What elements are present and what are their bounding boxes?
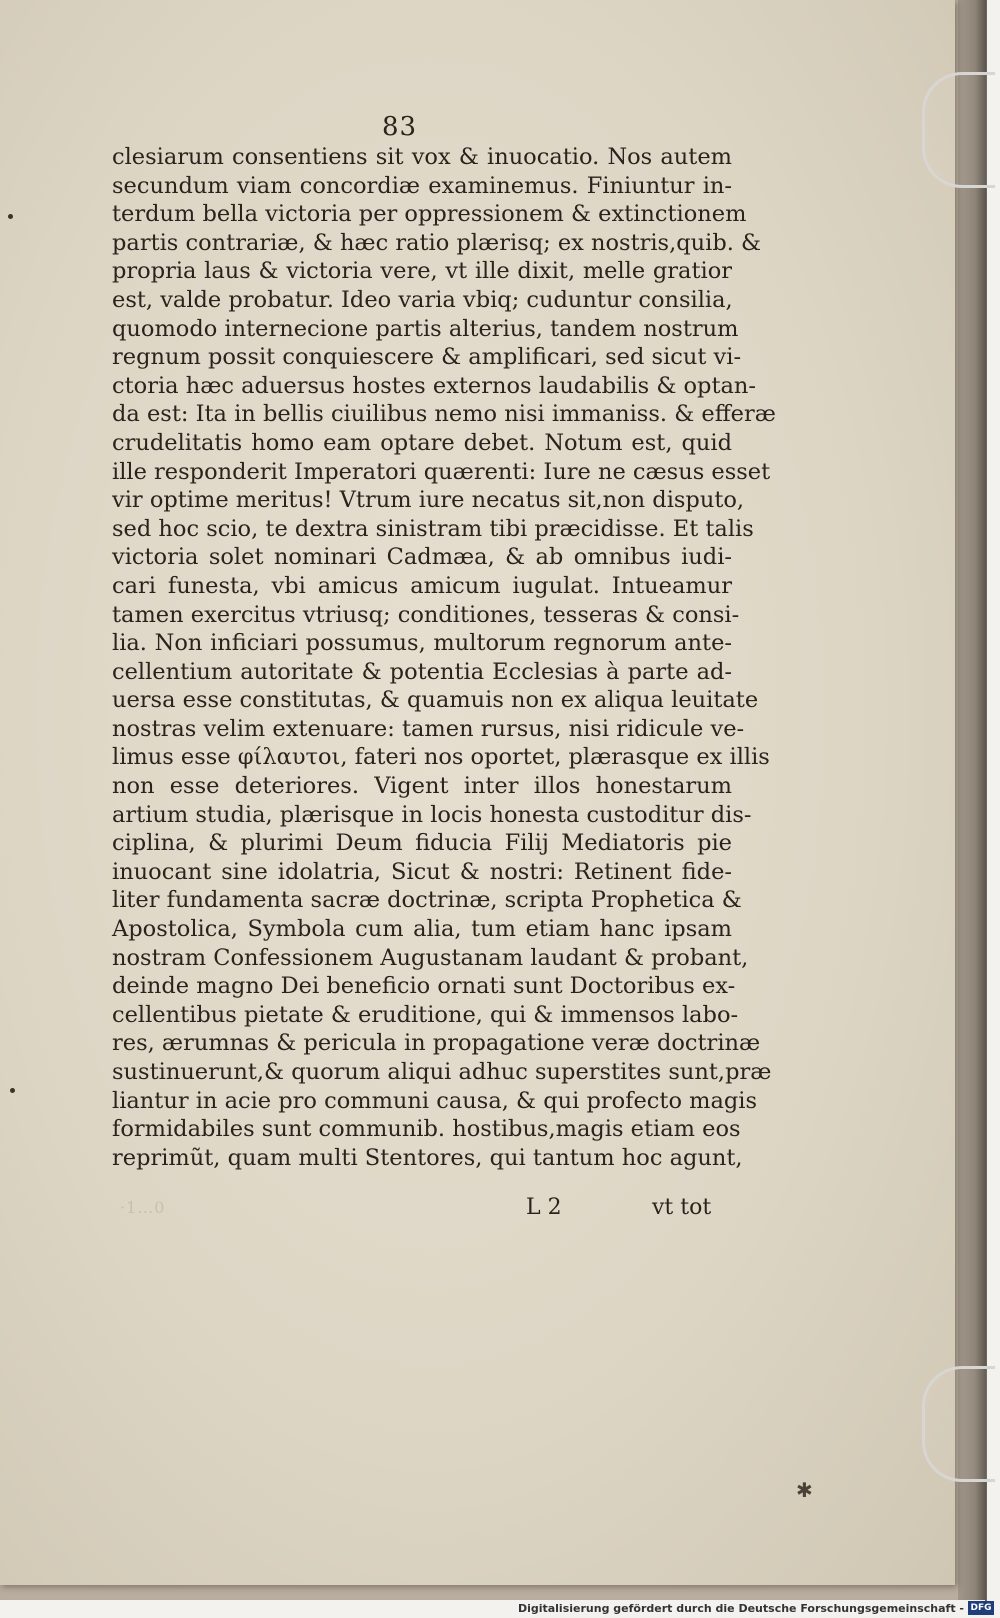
text-line: partis contrariæ, & hæc ratio plærisq; ex nostris,quib. & [112,229,762,256]
text-line: artium studia, plærisque in locis honesta custoditur dis- [112,801,752,828]
text-line: nostram Confessionem Augustanam laudant & probant, [112,944,749,971]
signature-mark: L 2 [526,1195,562,1220]
text-line: terdum bella victoria per oppressionem & extinctionem [112,201,747,228]
text-line: cellentibus pietate & eruditione, qui & immensos labo- [112,1001,739,1028]
text-line: limus esse φίλαυτοι, fateri nos oportet, plærasque ex illis [112,744,770,771]
text-line: res, ærumnas & pericula in propagatione veræ doctrinæ [112,1030,761,1057]
text-line: ciplina, & plurimi Deum fiducia Filij Mediatoris pie [112,830,732,857]
text-line: uersa esse constitutas, & quamuis non ex aliqua leuitate [112,687,759,714]
text-line: sustinuerunt,& quorum aliqui adhuc superstites sunt,præ [112,1059,772,1085]
ornament-icon: ✱ [796,1478,813,1502]
text-line: est, valde probatur. Ideo varia vbiq; cuduntur consilia, [112,286,733,313]
text-line: liter fundamenta sacræ doctrinæ, scripta Prophetica & [112,887,742,914]
text-line: liantur in acie pro communi causa, & qui profecto magis [112,1087,758,1114]
text-line: Apostolica, Symbola cum alia, tum etiam hanc ipsam [112,916,732,943]
text-line: quomodo internecione partis alterius, tandem nostrum [112,315,739,342]
text-line: ille responderit Imperatori quærenti: Iure ne cæsus esset [112,458,771,485]
text-line: vir optime meritus! Vtrum iure necatus sit,non disputo, [112,487,745,514]
catchword: vt tot [652,1195,712,1220]
binding-edge [958,0,986,1602]
margin-speck [8,214,13,219]
text-line: inuocant sine idolatria, Sicut & nostri: Retinent fide- [112,858,732,885]
text-line: secundum viam concordiæ examinemus. Finiuntur in- [112,172,732,199]
text-line: crudelitatis homo eam optare debet. Notum est, quid [112,429,732,456]
text-line: propria laus & victoria vere, vt ille dixit, melle gratior [112,258,732,285]
text-line: lia. Non inficiari possumus, multorum regnorum ante- [112,630,732,657]
page-clip-icon [922,72,995,188]
page-clip-icon [922,1366,995,1482]
text-line: sed hoc scio, te dextra sinistram tibi præcidisse. Et talis [112,515,754,542]
text-line: tamen exercitus vtriusq; conditiones, tesseras & consi- [112,601,740,628]
faint-stamp: ·1…0 [120,1198,166,1217]
text-line: reprimũt, quam multi Stentores, qui tantum hoc agunt, [112,1144,743,1171]
funding-credit: Digitalisierung gefördert durch die Deutsche Forschungsgemeinschaft - [517,1602,964,1615]
text-line: non esse deteriores. Vigent inter illos honestarum [112,773,732,800]
text-block [112,143,776,1172]
text-line: nostras velim extenuare: tamen rursus, nisi ridicule ve- [112,715,745,742]
text-line: regnum possit conquiescere & amplificari, sed sicut vi- [112,344,742,371]
text-line: da est: Ita in bellis ciuilibus nemo nisi immaniss. & efferæ [112,401,776,428]
text-line: deinde magno Dei beneficio ornati sunt Doctoribus ex- [112,973,736,1000]
text-line: cellentium autoritate & potentia Ecclesias à parte ad- [112,658,732,685]
text-line: clesiarum consentiens sit vox & inuocatio. Nos autem [112,144,732,170]
text-line: cari funesta, vbi amicus amicum iugulat. Intueamur [112,572,732,599]
text-line: formidabiles sunt communib. hostibus,magis etiam eos [112,1116,741,1143]
text-line: ctoria hæc aduersus hostes externos laudabilis & optan- [112,372,756,399]
dfg-logo-icon: DFG [968,1601,994,1615]
margin-speck [10,1088,15,1093]
text-line: victoria solet nominari Cadmæa, & ab omnibus iudi- [112,544,732,571]
page-number: 83 [382,112,418,142]
